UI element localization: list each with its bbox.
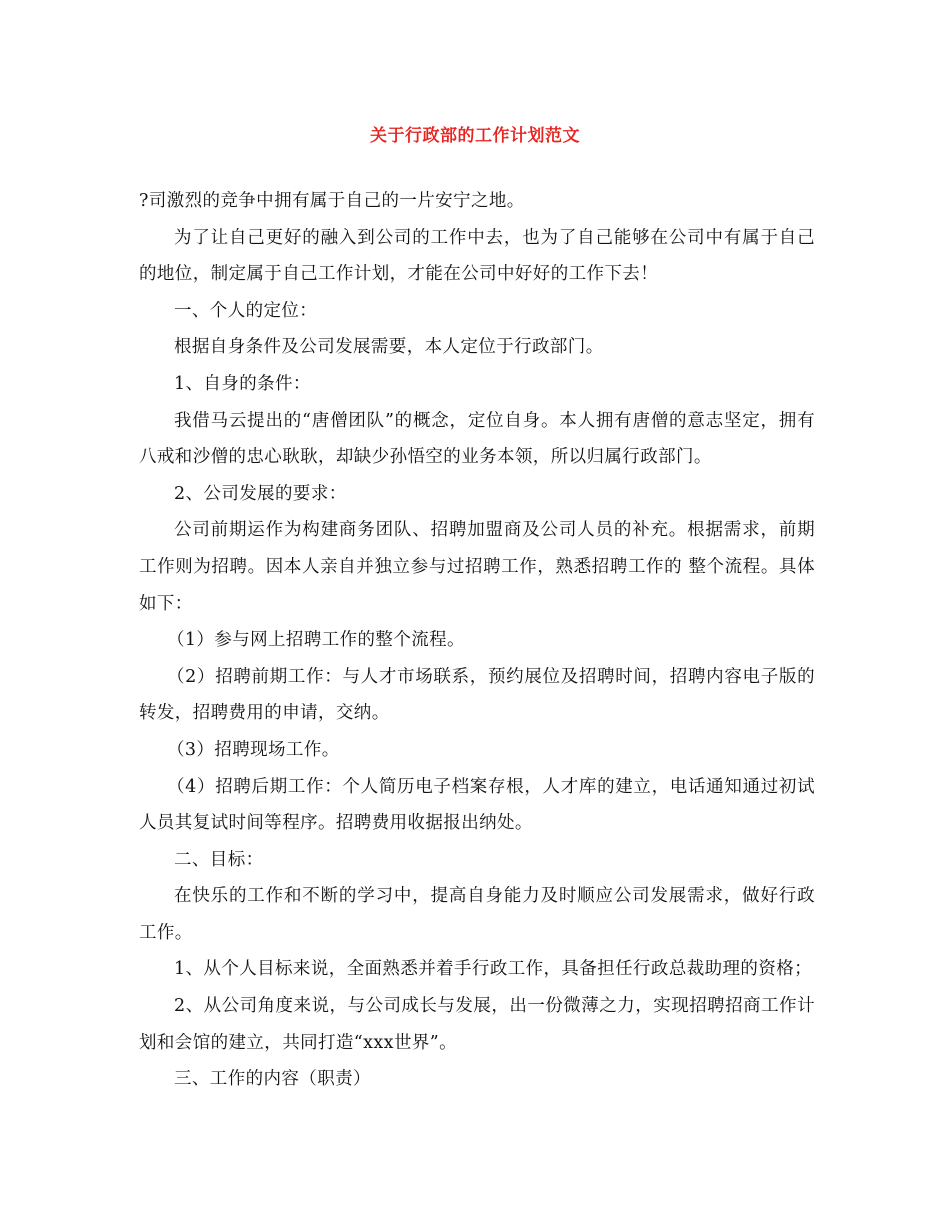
list-item-3: （3）招聘现场工作。 (167, 739, 340, 760)
paragraph-intro: 为了让自己更好的融入到公司的工作中去，也为了自己能够在公司中有属于自己的地位，制定属于自己工作计划，才能在公司中好好的工作下去！ (139, 227, 815, 285)
subheading-own-conditions: 1、自身的条件： (174, 373, 311, 394)
paragraph-personal-goal: 1、从个人目标来说，全面熟悉并着手行政工作，具备担任行政总裁助理的资格； (174, 959, 813, 980)
paragraph-company-goal: 2、从公司角度来说，与公司成长与发展，出一份微薄之力，实现招聘招商工作计划和会馆的建立，共同打造“xxx世界”。 (139, 996, 815, 1053)
section-heading-positioning: 一、个人的定位： (174, 300, 318, 321)
section-heading-goals: 二、目标： (174, 849, 264, 870)
paragraph-own-conditions: 我借马云提出的“唐僧团队”的概念，定位自身。本人拥有唐僧的意志坚定，拥有八戒和沙僧的忠心耿耿，却缺少孙悟空的业务本领，所以归属行政部门。 (139, 410, 815, 468)
section-heading-duties: 三、工作的内容（职责） (174, 1069, 371, 1090)
subheading-company-requirements: 2、公司发展的要求： (174, 483, 347, 504)
paragraph-goals: 在快乐的工作和不断的学习中，提高自身能力及时顺应公司发展需求，做好行政工作。 (139, 886, 815, 943)
list-item-4: （4）招聘后期工作：个人简历电子档案存根，人才库的建立，电话通知通过初试人员其复试时间等程序。招聘费用收据报出纳处。 (139, 776, 815, 834)
paragraph-company-requirements: 公司前期运作为构建商务团队、招聘加盟商及公司人员的补充。根据需求，前期工作则为招聘。因本人亲自并独立参与过招聘工作，熟悉招聘工作的 整个流程。具体如下： (139, 520, 815, 614)
paragraph-continuation: ?司激烈的竞争中拥有属于自己的一片安宁之地。 (139, 191, 525, 211)
list-item-1: （1）参与网上招聘工作的整个流程。 (167, 630, 465, 651)
document-body (139, 183, 815, 1098)
list-item-2: （2）招聘前期工作：与人才市场联系，预约展位及招聘时间，招聘内容电子版的转发，招聘费用的申请，交纳。 (139, 666, 815, 724)
document-title: 关于行政部的工作计划范文 (370, 126, 580, 146)
paragraph-positioning: 根据自身条件及公司发展需要，本人定位于行政部门。 (174, 337, 604, 358)
